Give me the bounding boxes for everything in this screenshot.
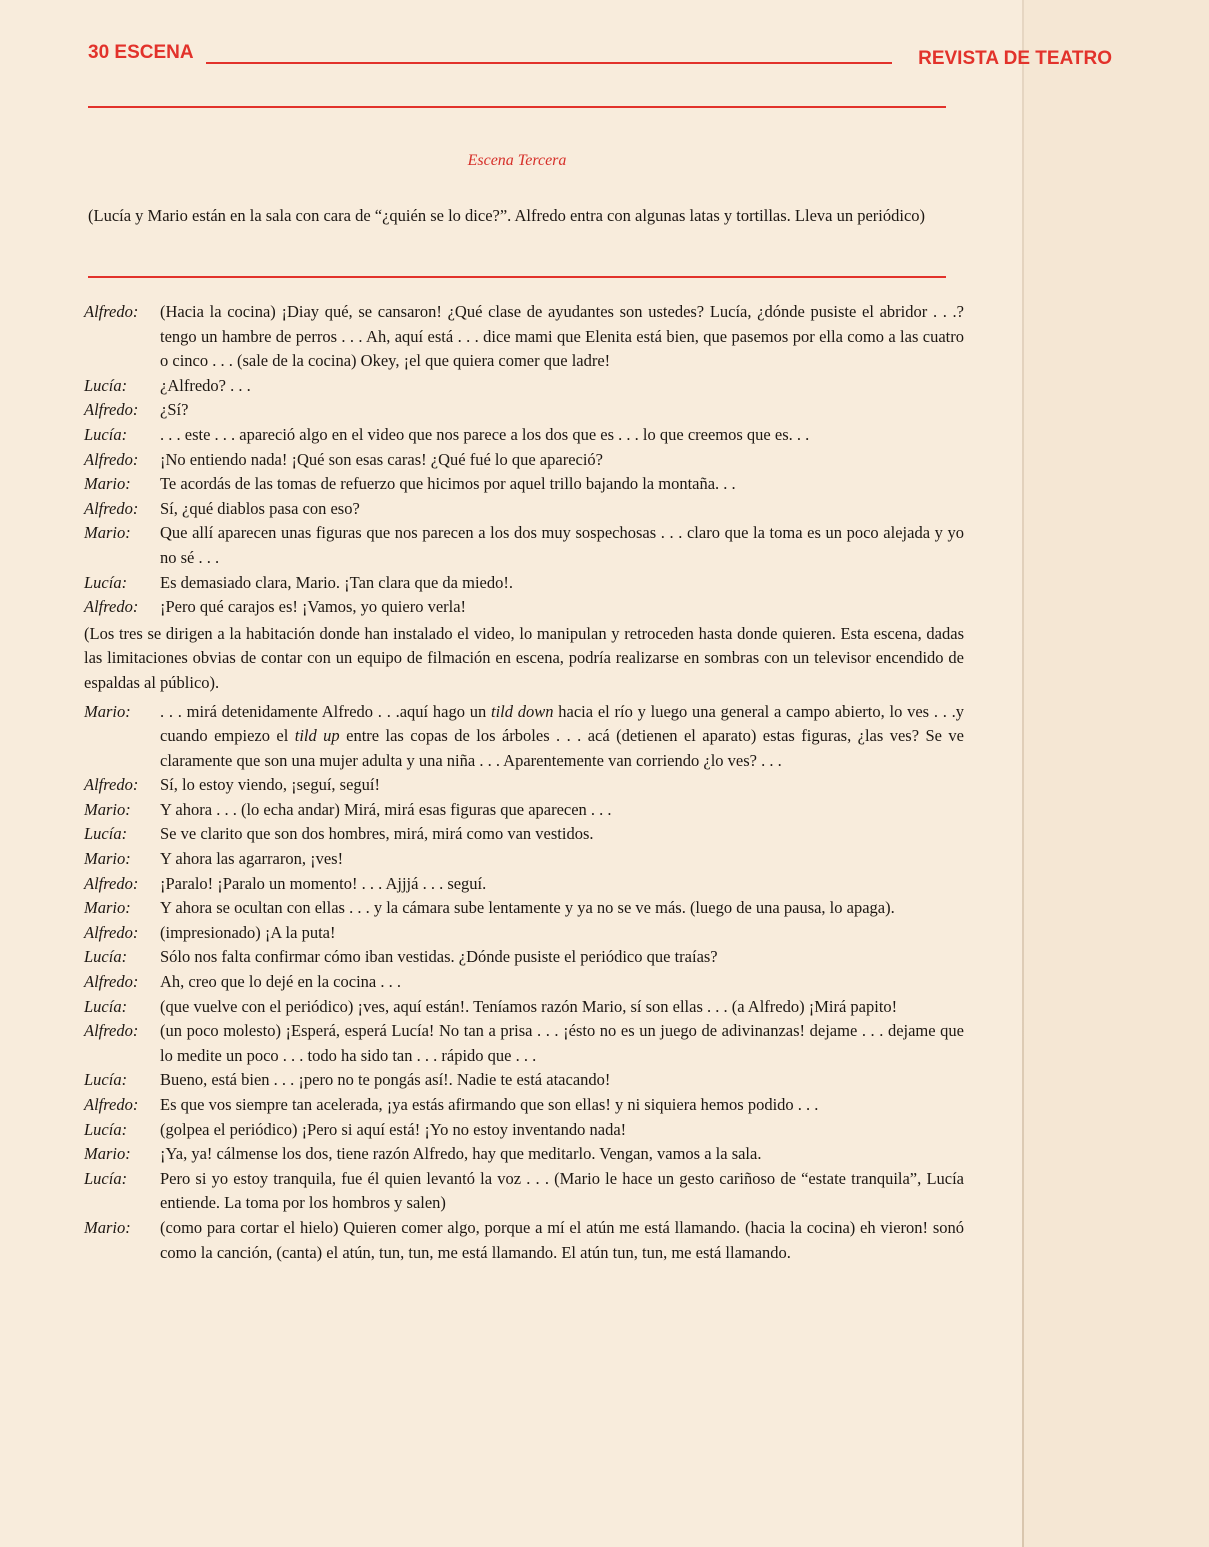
speaker: Lucía: [84,375,128,395]
dialogue-line [84,571,964,596]
line-text: Y ahora se ocultan con ellas . . . y la cámara sube lentamente y ya no se ve más. (luego de una pausa, lo apaga). [160,898,895,918]
stage-direction: (Los tres se dirigen a la habitación donde han instalado el video, lo manipulan y retroceden hasta donde quieren. Esta escena, dadas las limitaciones obvias de contar con un equipo de filmación en escena, podría realizarse en sombras con un televisor encendido de espaldas al público). [84,623,964,692]
dialogue-line [84,822,964,847]
speaker: Lucía: [84,572,128,592]
scene-title: Escena Tercera [467,152,567,169]
line-text: (impresionado) ¡A la puta! [160,922,336,942]
page-header [88,42,1112,72]
speaker: Mario: [84,523,131,543]
dialogue [84,300,964,1265]
speaker: Alfredo: [84,1021,139,1041]
dialogue-line [84,300,964,374]
speaker: Mario: [84,849,131,869]
dialogue-line [84,1019,964,1068]
dialogue-line [84,595,964,620]
top-rule [88,106,946,108]
speaker: Lucía: [84,947,128,967]
line-text: Y ahora . . . (lo echa andar) Mirá, mirá esas figuras que aparecen . . . [160,799,612,819]
dialogue-line [84,700,964,774]
dialogue-line [84,1093,964,1118]
line-text: Sí, lo estoy viendo, ¡seguí, seguí! [160,775,380,795]
line-text: (como para cortar el hielo) Quieren comer algo, porque a mí el atún me está llamando. (hacia la cocina) eh vieron! sonó como la canción, (canta) el atún, tun, tun, me está llamando. El atún tun, tun, me está llamando. [160,1217,964,1262]
speaker: Lucía: [84,1119,128,1139]
dialogue-line [84,1216,964,1265]
speaker: Lucía: [84,424,128,444]
speaker: Alfredo: [84,1095,139,1114]
speaker: Lucía: [84,1168,128,1188]
line-text: ¡Pero qué carajos es! ¡Vamos, yo quiero verla! [160,597,467,617]
speaker: Mario: [84,1144,131,1164]
speaker: Alfredo: [84,775,139,795]
intro-stage-direction: (Lucía y Mario están en la sala con cara de “¿quién se lo dice?”. Alfredo entra con algunas latas y tortillas. Lleva un periódico) [88,206,926,225]
line-text: Sí, ¿qué diablos pasa con eso? [160,498,360,518]
line-text: Sólo nos falta confirmar cómo iban vestidas. ¿Dónde pusiste el periódico que traías? [160,947,718,967]
dialogue-line [84,497,964,522]
dialogue-line [84,1118,964,1143]
speaker: Lucía: [84,1070,128,1090]
bottom-rule [88,276,946,278]
line-text: Te acordás de las tomas de refuerzo que hicimos por aquel trillo bajando la montaña. . . [160,474,736,494]
speaker: Alfredo: [84,972,139,992]
line-text: Es que vos siempre tan acelerada, ¡ya estás afirmando que son ellas! y ni siquiera hemos podido . . . [160,1095,819,1114]
dialogue-line [84,970,964,995]
line-text: Pero si yo estoy tranquila, fue él quien levantó la voz . . . (Mario le hace un gesto cariñoso de “estate tranquila”, Lucía entiende. La toma por los hombros y salen) [160,1168,964,1213]
speaker: Mario: [84,474,131,494]
dialogue-line [84,847,964,872]
dialogue-line [84,773,964,798]
dialogue-block-1 [84,300,964,620]
dialogue-line [84,398,964,423]
line-text: ¿Alfredo? . . . [160,375,251,395]
dialogue-line [84,995,964,1020]
term-tild-up: tild up [294,726,340,746]
page-number-section: 30 ESCENA [88,42,194,63]
line-text: (Hacia la cocina) ¡Diay qué, se cansaron! ¿Qué clase de ayudantes son ustedes? Lucía, ¿dónde pusiste el abridor . . .? tengo un hambre de perros . . . Ah, aquí está . . . dice mami que Elenita está bien, que pasemos por ella como a las cuatro o cinco . . . (sale de la cocina) Okey, ¡el que quiera comer que ladre! [160,302,964,371]
dialogue-line [84,1068,964,1093]
speaker: Lucía: [84,824,128,844]
line-text: ¿Sí? [160,400,189,420]
line-text: (un poco molesto) ¡Esperá, esperá Lucía! No tan a prisa . . . ¡ésto no es un juego de adivinanzas! dejame . . . dejame que lo medite un poco . . . todo ha sido tan . . . rápido que . . . [160,1021,964,1065]
line-text: ¡Ya, ya! cálmense los dos, tiene razón Alfredo, hay que meditarlo. Vengan, vamos a la sala. [160,1144,762,1164]
speaker: Mario: [84,799,131,819]
dialogue-block-2 [84,773,964,1265]
line-text: Que allí aparecen unas figuras que nos parecen a los dos muy sospechosas . . . claro que la toma es un poco alejada y yo no sé . . . [160,523,964,567]
line-text: (que vuelve con el periódico) ¡ves, aquí están!. Teníamos razón Mario, sí son ellas . . . (a Alfredo) ¡Mirá papito! [160,996,898,1016]
dialogue-line [84,872,964,897]
line-text: . . . mirá detenidamente Alfredo . . .aquí hago un tild down hacia el río y luego una general a campo abierto, lo ves . . .y cuando empiezo el tild up entre las copas de los árboles . . . acá (detienen el aparato) estas figuras, ¿las ves? Se ve claramente que son una mujer adulta y una niña . . . Aparentemente van corriendo ¿lo ves? . . . [160,701,964,770]
dialogue-line [84,423,964,448]
speaker: Mario: [84,701,131,721]
line-text: Y ahora las agarraron, ¡ves! [160,849,344,869]
term-tild-down: tild down [490,701,554,721]
dialogue-line [84,1142,964,1167]
speaker: Alfredo: [84,400,139,420]
dialogue-line [84,921,964,946]
dialogue-line [84,945,964,970]
speaker: Lucía: [84,996,128,1016]
line-text: ¡No entiendo nada! ¡Qué son esas caras! ¿Qué fué lo que apareció? [160,449,604,469]
speaker: Alfredo: [84,597,139,617]
header-rule [206,62,892,64]
page-fold [1022,0,1024,1547]
speaker: Alfredo: [84,498,139,518]
line-text: . . . este . . . apareció algo en el video que nos parece a los dos que es . . . lo que creemos que es. . . [160,424,810,444]
speaker: Alfredo: [84,873,139,893]
speaker: Alfredo: [84,449,139,469]
speaker: Mario: [84,898,131,918]
dialogue-line [84,521,964,570]
dialogue-line [84,798,964,823]
magazine-title: REVISTA DE TEATRO [918,48,1112,69]
line-text: (golpea el periódico) ¡Pero si aquí está! ¡Yo no estoy inventando nada! [160,1119,627,1139]
line-text: ¡Paralo! ¡Paralo un momento! . . . Ajjjá . . . seguí. [160,873,487,893]
line-text: Ah, creo que lo dejé en la cocina . . . [160,972,401,992]
line-text: Se ve clarito que son dos hombres, mirá, mirá como van vestidos. [160,824,594,844]
line-text: Es demasiado clara, Mario. ¡Tan clara que da miedo!. [160,572,513,592]
speaker: Alfredo: [84,302,139,321]
page-right-margin [1024,0,1209,1547]
dialogue-line [84,472,964,497]
speaker: Mario: [84,1217,131,1237]
dialogue-line [84,896,964,921]
dialogue-line [84,1167,964,1216]
dialogue-line [84,374,964,399]
line-text: Bueno, está bien . . . ¡pero no te pongás así!. Nadie te está atacando! [160,1070,611,1090]
dialogue-line [84,448,964,473]
speaker: Alfredo: [84,922,139,942]
